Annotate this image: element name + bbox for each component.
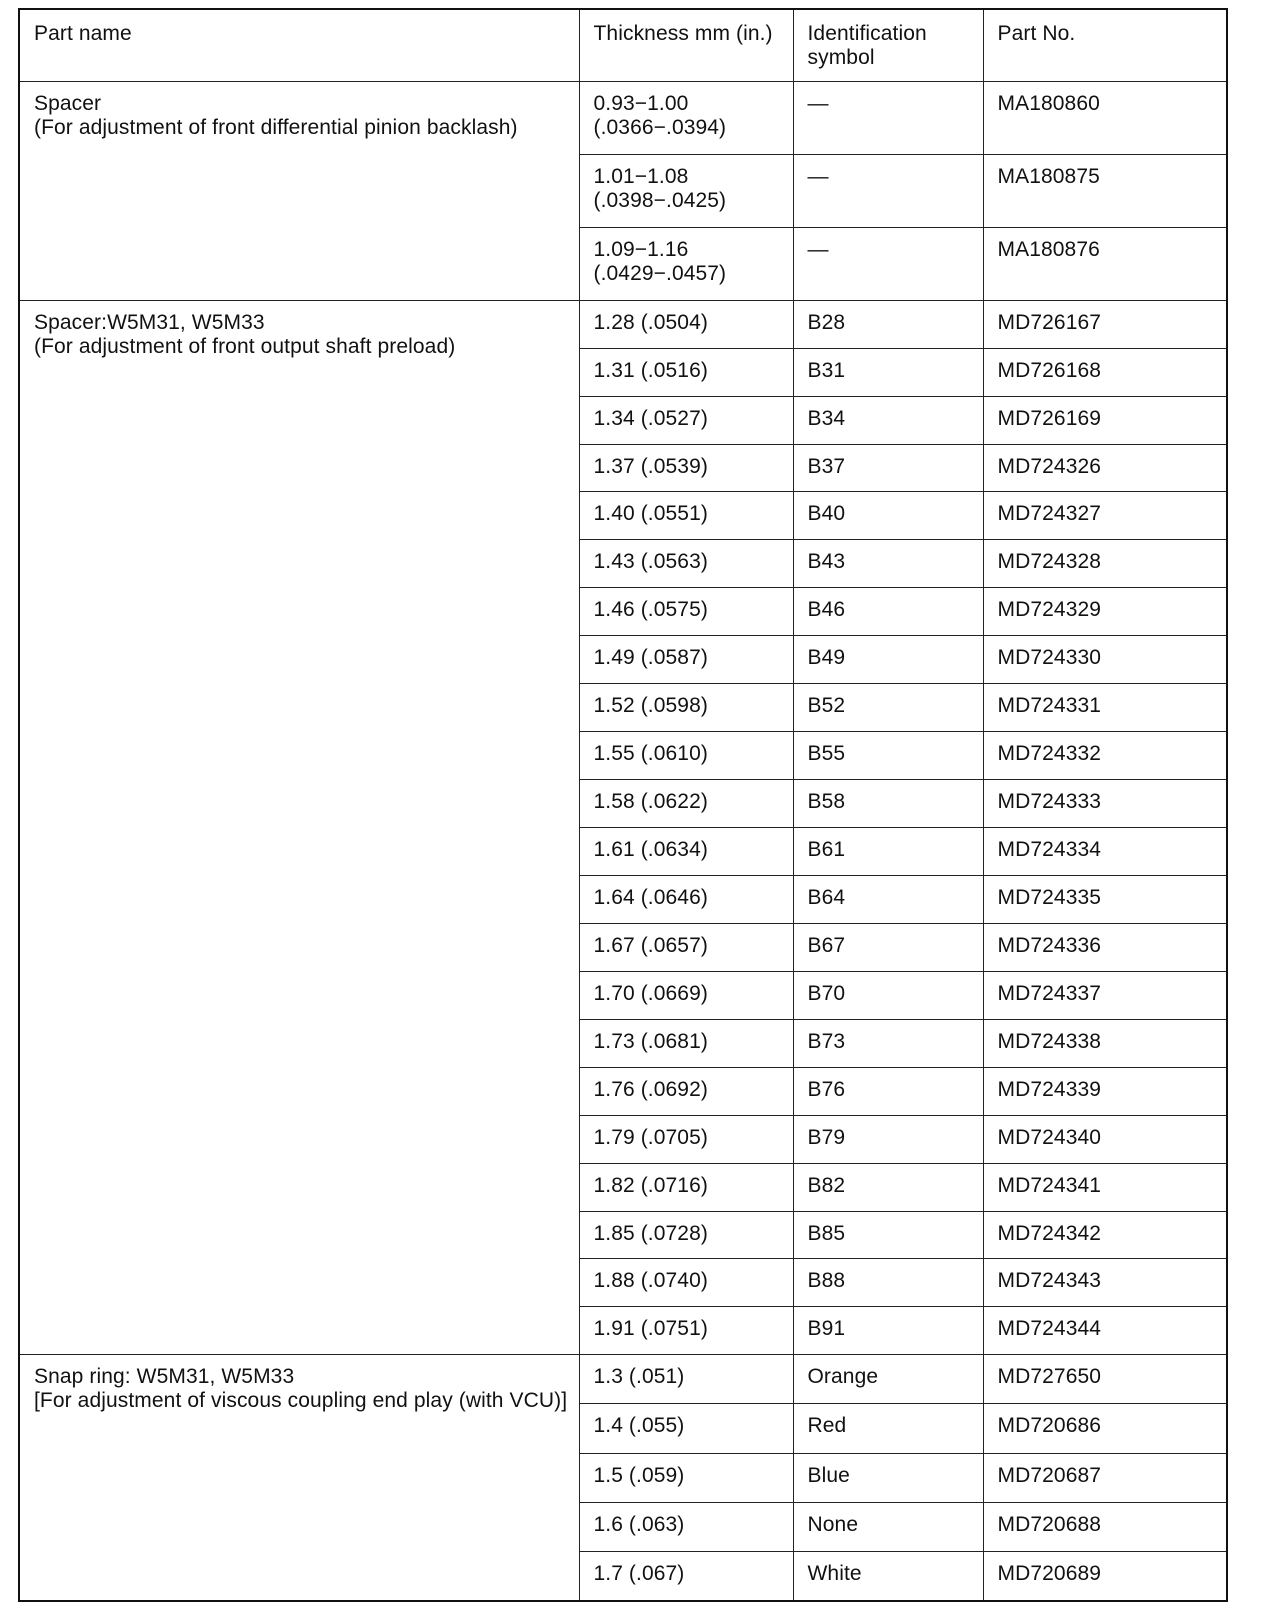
thickness-cell: 1.4 (.055) [579, 1404, 793, 1453]
id-symbol-cell: Red [793, 1404, 983, 1453]
part-no-cell: MD724328 [983, 540, 1227, 588]
id-symbol-cell: B61 [793, 828, 983, 876]
thickness-in: (.0398−.0425) [593, 188, 727, 212]
part-name-cell [19, 1355, 579, 1601]
id-symbol-cell: B43 [793, 540, 983, 588]
id-symbol-cell: B70 [793, 971, 983, 1019]
id-symbol-cell: B82 [793, 1163, 983, 1211]
part-no-cell: MD724333 [983, 780, 1227, 828]
id-symbol-cell: B85 [793, 1211, 983, 1259]
id-symbol-cell: B76 [793, 1067, 983, 1115]
part-no-cell: MD726169 [983, 396, 1227, 444]
thickness-in: (.0366−.0394) [593, 115, 727, 139]
id-symbol-cell: B64 [793, 875, 983, 923]
part-no-cell: MA180860 [983, 81, 1227, 154]
part-no-cell: MD724342 [983, 1211, 1227, 1259]
id-symbol-cell: B46 [793, 588, 983, 636]
header-id-symbol: Identification symbol [793, 9, 983, 81]
thickness-in: (.0429−.0457) [593, 261, 727, 285]
part-no-cell: MD724334 [983, 828, 1227, 876]
id-symbol-cell: B58 [793, 780, 983, 828]
part-name-cell [19, 81, 579, 300]
id-symbol-cell: B67 [793, 923, 983, 971]
part-no-cell: MD724339 [983, 1067, 1227, 1115]
parts-table [18, 8, 1228, 1602]
thickness-cell: 1.3 (.051) [579, 1355, 793, 1404]
header-thickness: Thickness mm (in.) [579, 9, 793, 81]
thickness-cell: 1.58 (.0622) [579, 780, 793, 828]
part-no-cell: MD724340 [983, 1115, 1227, 1163]
part-no-cell: MA180875 [983, 154, 1227, 227]
header-part-name: Part name [19, 9, 579, 81]
thickness-cell [579, 227, 793, 300]
part-description: (For adjustment of front differential pinion backlash) [34, 115, 518, 139]
id-symbol-cell: B73 [793, 1019, 983, 1067]
part-no-cell: MD726168 [983, 348, 1227, 396]
table-row [19, 1355, 1227, 1404]
header-part-no: Part No. [983, 9, 1227, 81]
id-symbol-cell: B31 [793, 348, 983, 396]
part-no-cell: MD727650 [983, 1355, 1227, 1404]
thickness-cell: 1.34 (.0527) [579, 396, 793, 444]
part-no-cell: MD724335 [983, 875, 1227, 923]
thickness-cell: 1.88 (.0740) [579, 1259, 793, 1307]
thickness-cell: 1.7 (.067) [579, 1552, 793, 1602]
part-no-cell: MD720686 [983, 1404, 1227, 1453]
thickness-cell: 1.31 (.0516) [579, 348, 793, 396]
id-symbol-cell: B88 [793, 1259, 983, 1307]
thickness-cell: 1.6 (.063) [579, 1502, 793, 1551]
thickness-cell: 1.5 (.059) [579, 1453, 793, 1502]
part-no-cell: MD724327 [983, 492, 1227, 540]
table-row [19, 81, 1227, 154]
thickness-mm: 1.01−1.08 [593, 164, 689, 188]
part-name: Spacer:W5M31, W5M33 [34, 310, 265, 334]
thickness-cell [579, 154, 793, 227]
id-symbol-cell: B40 [793, 492, 983, 540]
thickness-cell: 1.28 (.0504) [579, 300, 793, 348]
part-no-cell: MD724331 [983, 684, 1227, 732]
id-symbol-cell: Blue [793, 1453, 983, 1502]
part-no-cell: MD726167 [983, 300, 1227, 348]
id-symbol-cell: — [793, 227, 983, 300]
part-no-cell: MD720687 [983, 1453, 1227, 1502]
part-no-cell: MD724338 [983, 1019, 1227, 1067]
thickness-mm: 0.93−1.00 [593, 91, 689, 115]
id-symbol-cell: B28 [793, 300, 983, 348]
part-no-cell: MD724341 [983, 1163, 1227, 1211]
table-row [19, 300, 1227, 348]
thickness-cell: 1.49 (.0587) [579, 636, 793, 684]
table-body [19, 81, 1227, 1601]
id-symbol-cell: None [793, 1502, 983, 1551]
id-symbol-cell: B49 [793, 636, 983, 684]
part-no-cell: MD720688 [983, 1502, 1227, 1551]
part-no-cell: MD720689 [983, 1552, 1227, 1602]
thickness-cell: 1.70 (.0669) [579, 971, 793, 1019]
id-symbol-cell: B34 [793, 396, 983, 444]
id-symbol-cell: B79 [793, 1115, 983, 1163]
id-symbol-cell: White [793, 1552, 983, 1602]
thickness-cell: 1.91 (.0751) [579, 1307, 793, 1355]
thickness-cell: 1.37 (.0539) [579, 444, 793, 492]
thickness-cell: 1.52 (.0598) [579, 684, 793, 732]
part-no-cell: MD724336 [983, 923, 1227, 971]
part-no-cell: MD724343 [983, 1259, 1227, 1307]
part-no-cell: MA180876 [983, 227, 1227, 300]
id-symbol-cell: B37 [793, 444, 983, 492]
id-symbol-cell: Orange [793, 1355, 983, 1404]
part-no-cell: MD724326 [983, 444, 1227, 492]
part-name: Snap ring: W5M31, W5M33 [34, 1365, 295, 1389]
table-header [19, 9, 1227, 81]
part-no-cell: MD724329 [983, 588, 1227, 636]
thickness-cell: 1.67 (.0657) [579, 923, 793, 971]
part-no-cell: MD724344 [983, 1307, 1227, 1355]
thickness-cell: 1.40 (.0551) [579, 492, 793, 540]
id-symbol-cell: B91 [793, 1307, 983, 1355]
thickness-cell: 1.73 (.0681) [579, 1019, 793, 1067]
thickness-cell: 1.61 (.0634) [579, 828, 793, 876]
thickness-cell: 1.85 (.0728) [579, 1211, 793, 1259]
part-name: Spacer [34, 91, 102, 115]
thickness-cell [579, 81, 793, 154]
thickness-cell: 1.46 (.0575) [579, 588, 793, 636]
part-no-cell: MD724332 [983, 732, 1227, 780]
thickness-cell: 1.79 (.0705) [579, 1115, 793, 1163]
part-no-cell: MD724330 [983, 636, 1227, 684]
thickness-cell: 1.64 (.0646) [579, 875, 793, 923]
thickness-cell: 1.76 (.0692) [579, 1067, 793, 1115]
id-symbol-cell: B52 [793, 684, 983, 732]
thickness-cell: 1.82 (.0716) [579, 1163, 793, 1211]
parts-document [18, 8, 1226, 1602]
id-symbol-cell: — [793, 81, 983, 154]
part-description: [For adjustment of viscous coupling end play (with VCU)] [34, 1389, 568, 1413]
part-name-cell [19, 300, 579, 1355]
thickness-mm: 1.09−1.16 [593, 237, 689, 261]
thickness-cell: 1.55 (.0610) [579, 732, 793, 780]
part-no-cell: MD724337 [983, 971, 1227, 1019]
id-symbol-cell: — [793, 154, 983, 227]
part-description: (For adjustment of front output shaft preload) [34, 334, 456, 358]
id-symbol-cell: B55 [793, 732, 983, 780]
thickness-cell: 1.43 (.0563) [579, 540, 793, 588]
